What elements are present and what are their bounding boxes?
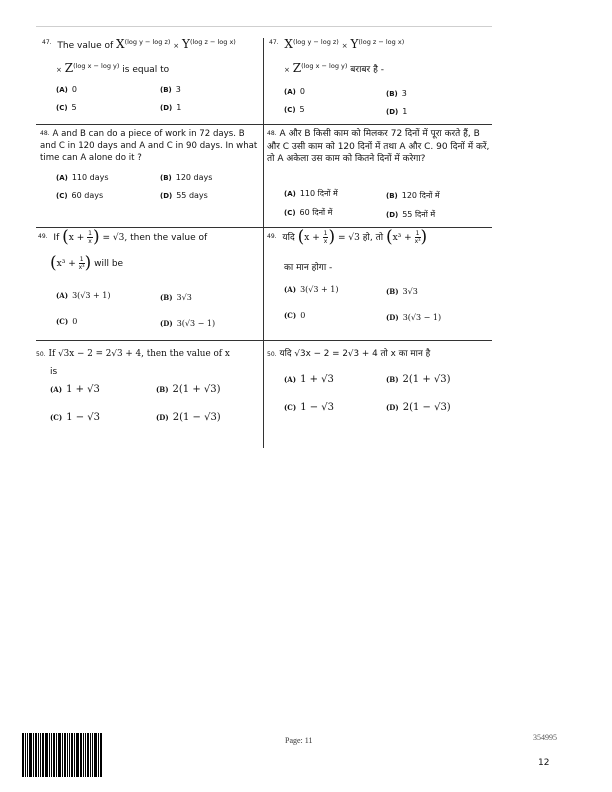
q50-en-opt-a: (A) 1 + √3 — [50, 384, 100, 395]
q47-en-line2: × $Z^{(log x - log y)}$ is equal to — [56, 61, 170, 75]
q47-en-opt-a: (A) 0 — [56, 85, 77, 94]
q48-en-opt-c: (C) 60 days — [56, 191, 104, 200]
q50-hi-opt-c: (C) 1 − √3 — [284, 402, 335, 413]
q49-en-opt-a: (A) 3(√3 + 1) — [56, 291, 111, 300]
q48-en-opt-a: (A) 110 days — [56, 173, 109, 182]
q48-hi: $^{48.}$ A और B किसी काम को मिलकर 72 दिनों में पूरा करते हैं, B और C उसी काम को 120 दिनों में तथा A और C. 90 दिनों में करें, तो A अकेला उस काम को कितने दिनों में करेगा? — [267, 129, 490, 164]
q48-en: $^{48.}$ A and B can do a piece of work in 72 days. B and C in 120 days and A and C in 90 days. In what time can A alone do it ? — [40, 129, 258, 163]
q50-en-opt-d: (D) 2(1 − √3) — [156, 412, 221, 423]
q50-en-opt-c: (C) 1 − √3 — [50, 412, 101, 423]
column-divider — [263, 38, 264, 448]
divider-49-50 — [36, 340, 492, 341]
q50-hi: $^{50.}$ यदि √3x − 2 = 2√3 + 4 तो x का मान है — [267, 349, 431, 359]
q48-hi-opt-d: (D) 55 दिनों में — [386, 210, 436, 219]
top-rule — [36, 26, 492, 27]
q48-hi-opt-c: (C) 60 दिनों में — [284, 208, 333, 217]
paper-code: 354995 — [533, 733, 557, 742]
q48-en-opt-b: (B) 120 days — [160, 173, 213, 182]
page-label: Page: 11 — [285, 736, 313, 745]
q50-hi-opt-a: (A) 1 + √3 — [284, 374, 334, 385]
q48-en-opt-d: (D) 55 days — [160, 191, 208, 200]
q49-en-opt-b: (B) 3√3 — [160, 293, 192, 302]
q49-hi-opt-b: (B) 3√3 — [386, 287, 418, 296]
q47-hi-line2: × $Z^{(log x - log y)}$ बराबर है - — [284, 61, 384, 75]
q50-en-is: is — [50, 367, 58, 377]
q47-en-opt-c: (C) 5 — [56, 103, 77, 112]
q49-en-line2: (x³ + $\frac{1}{\text{x³}}$ ) will be — [50, 253, 124, 273]
q47-en-opt-b: (B) 3 — [160, 85, 181, 94]
q47-hi-opt-c: (C) 5 — [284, 105, 305, 114]
q49-hi: $^{49.}$ यदि (x + $\frac{1}{x}$ ) = √3 हो, तो (x³ + $\frac{1}{\text{x³}}$ ) — [267, 227, 428, 247]
q48-hi-opt-b: (B) 120 दिनों में — [386, 191, 440, 200]
q47-hi-opt-d: (D) 1 — [386, 107, 408, 116]
q50-hi-opt-b: (B) 2(1 + √3) — [386, 374, 451, 385]
q49-hi-opt-d: (D) 3(√3 − 1) — [386, 313, 442, 322]
page-number: 12 — [538, 758, 550, 768]
q49-hi-opt-c: (C) 0 — [284, 311, 306, 320]
q49-en: $^{49.}$ If (x + $\frac{1}{x}$ ) = √3, then the value of — [38, 227, 208, 247]
q48-hi-opt-a: (A) 110 दिनों में — [284, 189, 338, 198]
q47-en: $^{47.}$ The value of $X^{(log y - log z)} \times Y^{(log z - log x)}$ — [42, 37, 236, 51]
q49-en-opt-d: (D) 3(√3 − 1) — [160, 319, 216, 328]
barcode-image — [22, 733, 112, 777]
q49-en-opt-c: (C) 0 — [56, 317, 78, 326]
q49-hi-opt-a: (A) 3(√3 + 1) — [284, 285, 339, 294]
q50-en-opt-b: (B) 2(1 + √3) — [156, 384, 221, 395]
q47-en-opt-d: (D) 1 — [160, 103, 182, 112]
q47-hi-opt-a: (A) 0 — [284, 87, 305, 96]
q47-hi-opt-b: (B) 3 — [386, 89, 407, 98]
q50-en: $^{50.}$ If √3x − 2 = 2√3 + 4, then the value of x — [36, 349, 230, 359]
divider-47-48 — [36, 124, 492, 125]
q49-hi-line2: का मान होगा - — [284, 263, 333, 273]
q50-hi-opt-d: (D) 2(1 − √3) — [386, 402, 451, 413]
q47-hi: $^{47.}$ $X^{(log y - log z)} \times Y^{(log z - log x)}$ — [269, 37, 405, 51]
